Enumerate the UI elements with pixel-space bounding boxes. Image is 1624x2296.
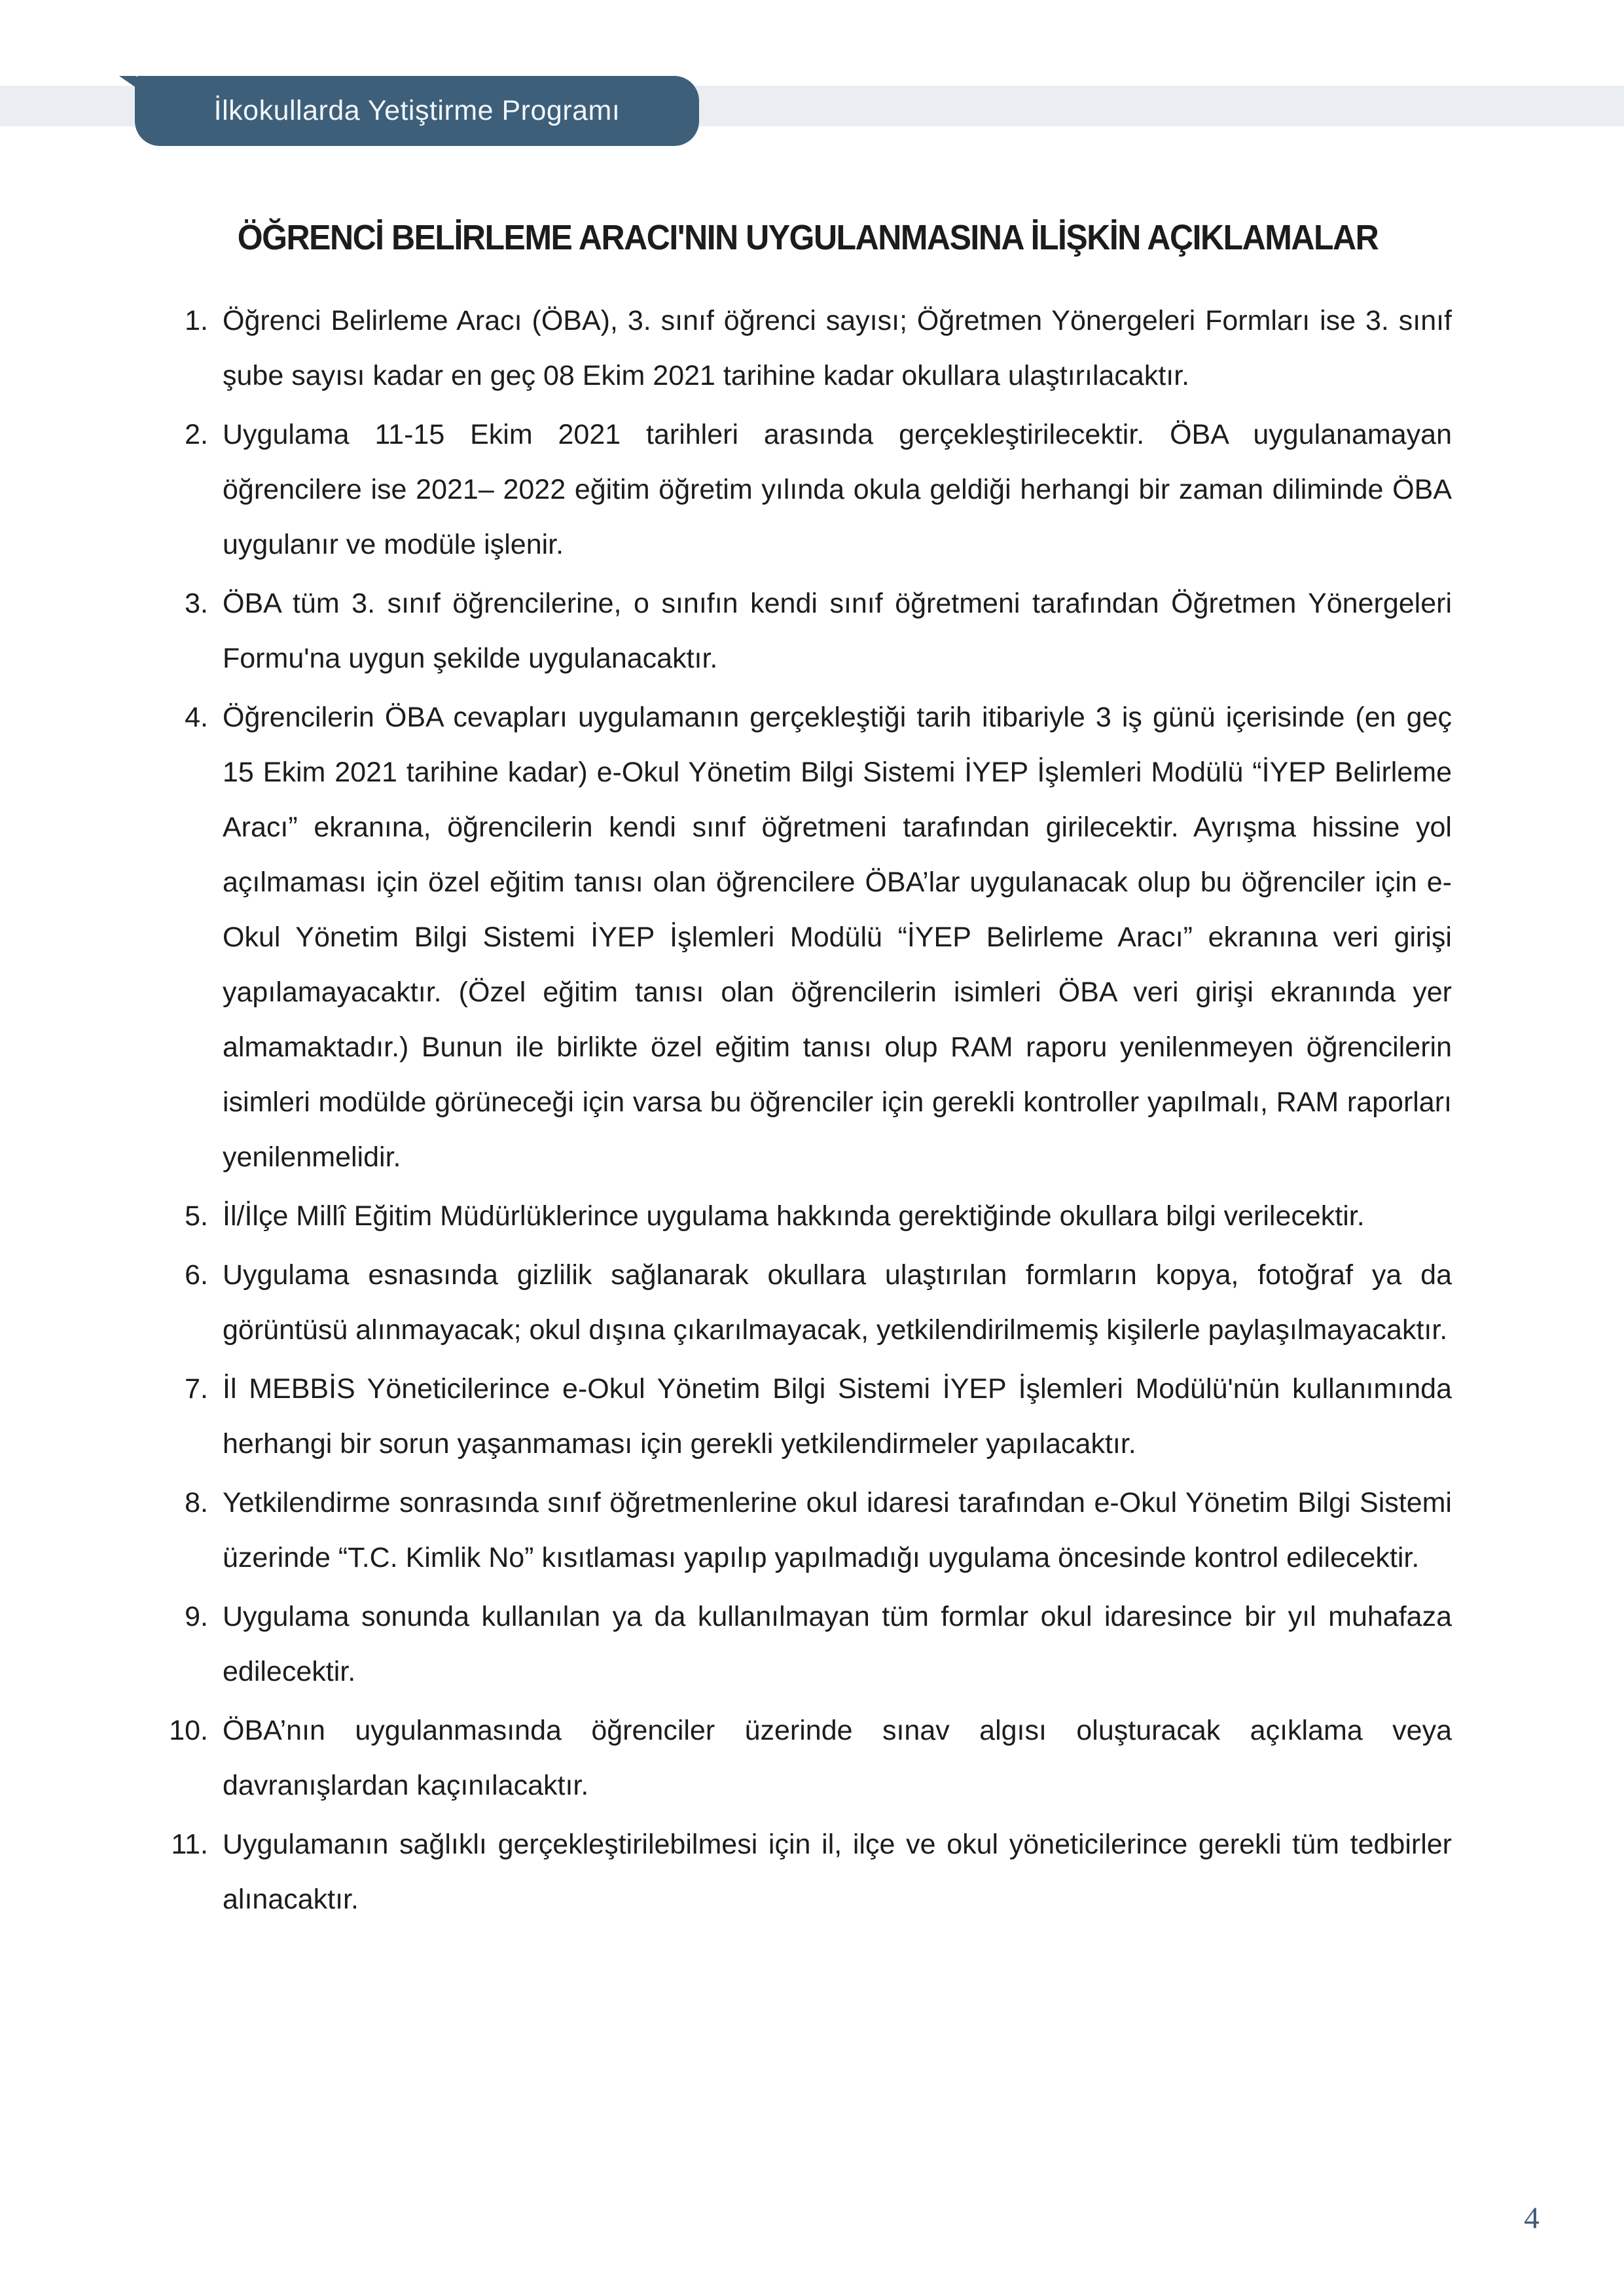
list-item — [164, 1589, 1452, 1699]
item-number: 5. — [185, 1200, 208, 1232]
item-text: ÖBA’nın uygulanmasında öğrenciler üzerinde sınav algısı oluşturacak açıklama veya davranışlardan kaçınılacaktır. — [223, 1715, 1452, 1801]
document-body — [164, 216, 1452, 1931]
item-text: ÖBA tüm 3. sınıf öğrencilerine, o sınıfın kendi sınıf öğretmeni tarafından Öğretmen Yönergeleri Formu'na uygun şekilde uygulanacaktır. — [223, 588, 1452, 674]
header-tab-label: İlkokullarda Yetiştirme Programı — [213, 95, 621, 126]
item-number: 4. — [185, 702, 208, 733]
item-text: Öğrencilerin ÖBA cevapları uygulamanın gerçekleştiği tarih itibariyle 3 iş günü içerisinde (en geç 15 Ekim 2021 tarihine kadar) e-Okul Yönetim Bilgi Sistemi İYEP İşlemleri Modülü “İYEP Belirleme Aracı” ekranına, öğrencilerin kendi sınıf öğretmeni tarafından girilecektir. Ayrışma hissine yol açılmaması için özel eğitim tanısı olan öğrencilere ÖBA’lar uygulanacak olup bu öğrenciler için e-Okul Yönetim Bilgi Sistemi İYEP İşlemleri Modülü “İYEP Belirleme Aracı” ekranına veri girişi yapılamayacaktır. (Özel eğitim tanısı olan öğrencilerin isimleri ÖBA veri girişi ekranında yer almamaktadır.) Bunun ile birlikte özel eğitim tanısı olup RAM raporu yenilenmeyen öğrencilerin isimleri modülde görüneceği için varsa bu öğrenciler için gerekli kontroller yapılmalı, RAM raporları yenilenmelidir. — [223, 702, 1452, 1173]
list-item — [164, 1361, 1452, 1471]
item-number: 6. — [185, 1259, 208, 1291]
item-number: 8. — [185, 1487, 208, 1518]
item-number: 3. — [185, 588, 208, 619]
item-number: 11. — [171, 1829, 208, 1860]
list-item — [164, 1817, 1452, 1927]
list-item — [164, 293, 1452, 403]
item-number: 1. — [185, 305, 208, 336]
item-text: Öğrenci Belirleme Aracı (ÖBA), 3. sınıf öğrenci sayısı; Öğretmen Yönergeleri Formları ise 3. sınıf şube sayısı kadar en geç 08 Ekim 2021 tarihine kadar okullara ulaştırılacaktır. — [223, 305, 1452, 391]
page-number: 4 — [1524, 2201, 1540, 2235]
page-title: ÖĞRENCİ BELİRLEME ARACI'NIN UYGULANMASINA İLİŞKİN AÇIKLAMALAR — [237, 217, 1379, 257]
list-item — [164, 690, 1452, 1185]
list-item — [164, 1247, 1452, 1357]
item-text: Uygulama sonunda kullanılan ya da kullanılmayan tüm formlar okul idaresince bir yıl muhafaza edilecektir. — [223, 1601, 1452, 1687]
header-tab — [135, 76, 699, 146]
list-item — [164, 576, 1452, 686]
item-text: İl MEBBİS Yöneticilerince e-Okul Yönetim Bilgi Sistemi İYEP İşlemleri Modülü'nün kullanımında herhangi bir sorun yaşanmaması için gerekli yetkilendirmeler yapılacaktır. — [223, 1373, 1452, 1460]
item-number: 9. — [185, 1601, 208, 1632]
list-item — [164, 1475, 1452, 1585]
item-text: Uygulamanın sağlıklı gerçekleştirilebilmesi için il, ilçe ve okul yöneticilerince gerekli tüm tedbirler alınacaktır. — [223, 1829, 1452, 1915]
list-item — [164, 1189, 1452, 1244]
item-number: 10. — [169, 1715, 208, 1746]
item-text: Uygulama 11-15 Ekim 2021 tarihleri arasında gerçekleştirilecektir. ÖBA uygulanamayan öğrencilere ise 2021– 2022 eğitim öğretim yılında okula geldiği herhangi bir zaman diliminde ÖBA uygulanır ve modüle işlenir. — [223, 419, 1452, 560]
list-item — [164, 407, 1452, 572]
item-text: İl/İlçe Millî Eğitim Müdürlüklerince uygulama hakkında gerektiğinde okullara bilgi verilecektir. — [223, 1200, 1365, 1232]
numbered-list — [164, 293, 1452, 1927]
item-text: Uygulama esnasında gizlilik sağlanarak okullara ulaştırılan formların kopya, fotoğraf ya da görüntüsü alınmayacak; okul dışına çıkarılmayacak, yetkilendirilmemiş kişilerle paylaşılmayacaktır. — [223, 1259, 1452, 1346]
item-number: 2. — [185, 419, 208, 450]
item-text: Yetkilendirme sonrasında sınıf öğretmenlerine okul idaresi tarafından e-Okul Yönetim Bilgi Sistemi üzerinde “T.C. Kimlik No” kısıtlaması yapılıp yapılmadığı uygulama öncesinde kontrol edilecektir. — [223, 1487, 1452, 1573]
item-number: 7. — [185, 1373, 208, 1405]
list-item — [164, 1703, 1452, 1813]
